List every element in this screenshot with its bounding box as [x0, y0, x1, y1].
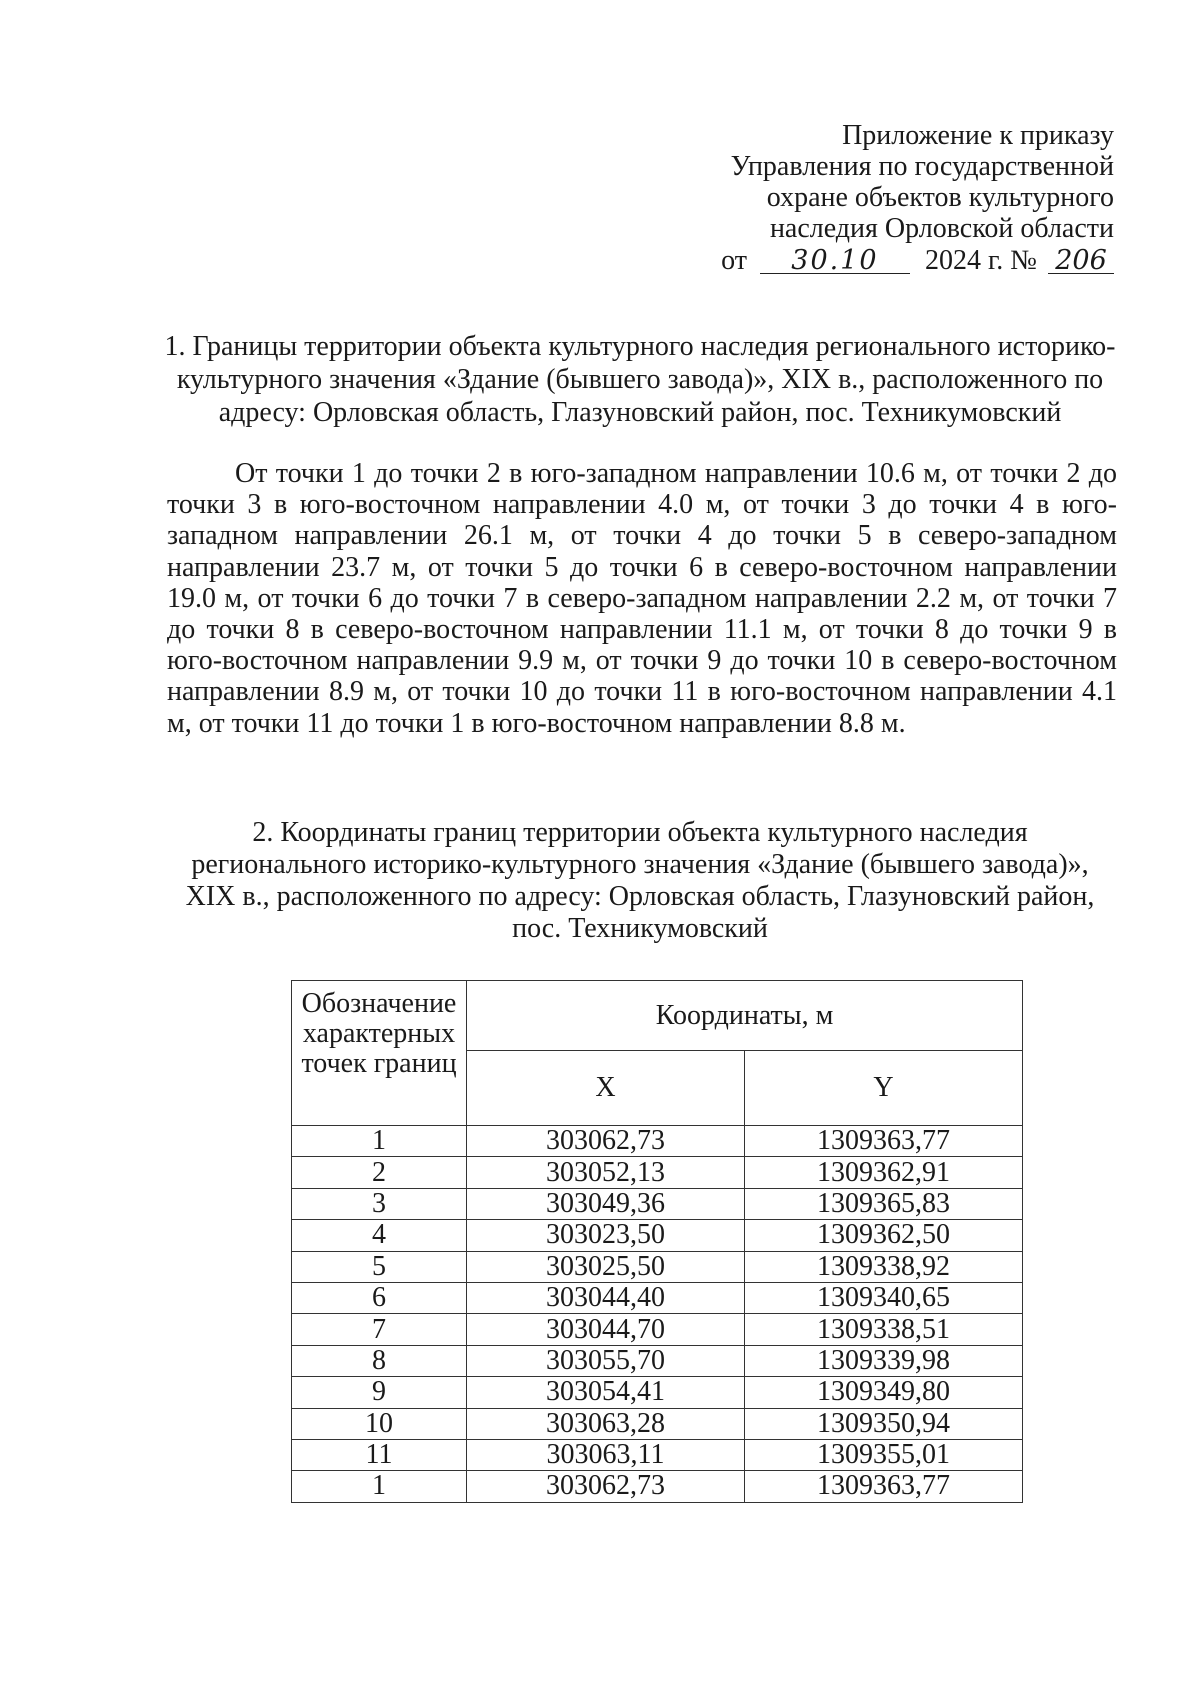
- header-line-1: Приложение к приказу: [842, 120, 1114, 151]
- y-cell: 1309355,01: [745, 1439, 1023, 1470]
- x-cell: 303062,73: [467, 1471, 745, 1502]
- section-2-title: 2. Координаты границ территории объекта культурного наследия регионального историко-культурного значения «Здание (бывшего завода)», XIX в., расположенного по адресу: Орловская область, Глазуновский район, пос. Техникумовский: [185, 817, 1095, 944]
- x-cell: 303044,40: [467, 1282, 745, 1313]
- section-1-body: От точки 1 до точки 2 в юго-западном направлении 10.6 м, от точки 2 до точки 3 в юго-восточном направлении 4.0 м, от точки 3 до точки 4 в юго-западном направлении 26.1 м, от точки 4 до точки 5 в северо-западном направлении 23.7 м, от точки 5 до точки 6 в северо-восточном направлении 19.0 м, от точки 6 до точки 7 в северо-западном направлении 2.2 м, от точки 7 до точки 8 в северо-восточном направлении 11.1 м, от точки 8 до точки 9 в юго-восточном направлении 9.9 м, от точки 9 до точки 10 в северо-восточном направлении 8.9 м, от точки 10 до точки 11 в юго-восточном направлении 4.1 м, от точки 11 до точки 1 в юго-восточном направлении 8.8 м.: [167, 458, 1117, 739]
- y-cell: 1309362,50: [745, 1220, 1023, 1251]
- header-date-line: [640, 245, 1114, 276]
- x-cell: 303044,70: [467, 1314, 745, 1345]
- table-row: [292, 1377, 1023, 1408]
- x-cell: 303052,13: [467, 1157, 745, 1188]
- coordinates-table: [291, 980, 1023, 1503]
- y-cell: 1309363,77: [745, 1471, 1023, 1502]
- header-line-3: охране объектов культурного: [766, 182, 1114, 213]
- y-cell: 1309362,91: [745, 1157, 1023, 1188]
- header-line-2: Управления по государственной: [730, 151, 1114, 182]
- table-row: [292, 1157, 1023, 1188]
- x-cell: 303023,50: [467, 1220, 745, 1251]
- handwritten-order-number: 206: [1048, 248, 1114, 274]
- handwritten-date: 30.10: [760, 248, 910, 274]
- from-label: от: [721, 245, 747, 276]
- x-cell: 303049,36: [467, 1188, 745, 1219]
- table-row: [292, 1314, 1023, 1345]
- y-cell: 1309338,51: [745, 1314, 1023, 1345]
- y-cell: 1309349,80: [745, 1377, 1023, 1408]
- table-row: [292, 1439, 1023, 1470]
- point-cell: 6: [292, 1282, 467, 1313]
- table-row: [292, 1126, 1023, 1157]
- point-cell: 7: [292, 1314, 467, 1345]
- y-cell: 1309365,83: [745, 1188, 1023, 1219]
- y-cell: 1309340,65: [745, 1282, 1023, 1313]
- x-cell: 303063,28: [467, 1408, 745, 1439]
- header-line-4: наследия Орловской области: [769, 213, 1114, 244]
- table-row: [292, 1408, 1023, 1439]
- point-cell: 11: [292, 1439, 467, 1470]
- y-cell: 1309350,94: [745, 1408, 1023, 1439]
- point-cell: 8: [292, 1345, 467, 1376]
- point-cell: 1: [292, 1126, 467, 1157]
- table-row: [292, 1345, 1023, 1376]
- x-cell: 303063,11: [467, 1439, 745, 1470]
- column-header-coordinates: Координаты, м: [467, 981, 1023, 1051]
- x-cell: 303062,73: [467, 1126, 745, 1157]
- y-cell: 1309338,92: [745, 1251, 1023, 1282]
- table-row: [292, 1220, 1023, 1251]
- column-header-designation: Обозначение характерных точек границ: [292, 981, 467, 1126]
- section-1-title: 1. Границы территории объекта культурного наследия регионального историко-культурного значения «Здание (бывшего завода)», XIX в., расположенного по адресу: Орловская область, Глазуновский район, пос. Техникумовский: [164, 331, 1116, 428]
- year-number-label: 2024 г. №: [924, 245, 1037, 276]
- column-header-x: X: [467, 1051, 745, 1126]
- point-cell: 2: [292, 1157, 467, 1188]
- x-cell: 303055,70: [467, 1345, 745, 1376]
- x-cell: 303025,50: [467, 1251, 745, 1282]
- y-cell: 1309363,77: [745, 1126, 1023, 1157]
- point-cell: 5: [292, 1251, 467, 1282]
- point-cell: 10: [292, 1408, 467, 1439]
- point-cell: 9: [292, 1377, 467, 1408]
- table-row: [292, 1188, 1023, 1219]
- column-header-y: Y: [745, 1051, 1023, 1126]
- table-row: [292, 1251, 1023, 1282]
- table-row: [292, 1282, 1023, 1313]
- point-cell: 4: [292, 1220, 467, 1251]
- y-cell: 1309339,98: [745, 1345, 1023, 1376]
- table-row: [292, 1471, 1023, 1502]
- appendix-header: [640, 120, 1114, 276]
- point-cell: 3: [292, 1188, 467, 1219]
- x-cell: 303054,41: [467, 1377, 745, 1408]
- point-cell: 1: [292, 1471, 467, 1502]
